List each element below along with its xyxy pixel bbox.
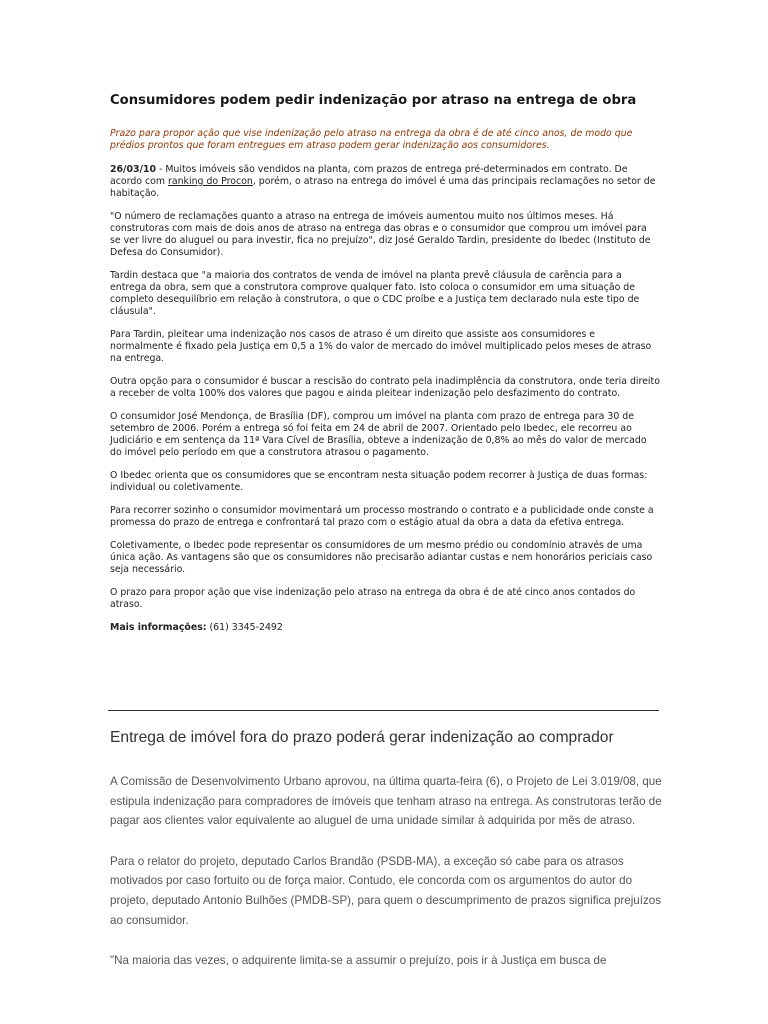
article-title-secondary: Entrega de imóvel fora do prazo poderá gerar indenização ao comprador xyxy=(110,729,614,746)
paragraph-7: O Ibedec orienta que os consumidores que se encontram nesta situação podem recorrer à Justiça de duas formas: individual ou coletivamente. xyxy=(110,470,648,493)
article-primary xyxy=(110,92,660,645)
paragraph-8: Para recorrer sozinho o consumidor movimentará um processo mostrando o contrato e a publicidade onde conste a promessa do prazo de entrega e confrontará tal prazo com o estágio atual da obra a data da efetiva entrega. xyxy=(110,505,654,528)
procon-ranking-link[interactable]: ranking do Procon xyxy=(168,176,253,187)
article-secondary xyxy=(110,728,665,992)
paragraph-6: O consumidor José Mendonça, de Brasília (DF), comprou um imóvel na planta com prazo de entrega para 30 de setembro de 2006. Porém a entrega só foi feita em 24 de abril de 2007. Orientado pelo Ibedec, ele recorreu ao Judiciário e em sentença da 11ª Vara Cível de Brasília, obteve a indenização de 0,8% ao mês do valor de mercado do imóvel pelo período em que a construtora atrasou o pagamento. xyxy=(110,411,647,458)
paragraph-secondary-2: Para o relator do projeto, deputado Carlos Brandão (PSDB-MA), a exceção só cabe para os atrasos motivados por caso fortuito ou de força maior. Contudo, ele concorda com os argumentos do autor do projeto, deputado Antonio Bulhões (PMDB-SP), para quem o descumprimento de prazos significa prejuízos ao consumidor. xyxy=(110,854,662,927)
paragraph-9: Coletivamente, o Ibedec pode representar os consumidores de um mesmo prédio ou condomínio através de uma única ação. As vantagens são que os consumidores não precisarão adiantar custas e nem honorários periciais caso seja necessário. xyxy=(110,540,653,575)
paragraph-4: Para Tardin, pleitear uma indenização nos casos de atraso é um direito que assiste aos consumidores e normalmente é fixado pela Justiça em 0,5 a 1% do valor de mercado do imóvel multiplicado pelos meses de atraso na entrega. xyxy=(110,329,652,364)
paragraph-secondary-3: "Na maioria das vezes, o adquirente limita-se a assumir o prejuízo, pois ir à Justiça em busca de xyxy=(110,954,607,968)
contact-phone: (61) 3345-2492 xyxy=(206,622,283,633)
article-date: 26/03/10 xyxy=(110,164,156,175)
article-lead: Prazo para propor ação que vise indenização pelo atraso na entrega da obra é de até cinco anos, de modo que prédios prontos que foram entregues em atraso podem gerar indenização aos consumidores. xyxy=(110,128,633,151)
paragraph-5: Outra opção para o consumidor é buscar a rescisão do contrato pela inadimplência da construtora, onde teria direito a receber de volta 100% dos valores que pagou e ainda pleitear indenização pelo desfazimento do contrato. xyxy=(110,376,660,399)
paragraph-2: "O número de reclamações quanto a atraso na entrega de imóveis aumentou muito nos últimos meses. Há construtoras com mais de dois anos de atraso na entrega das obras e o consumidor que comprou um imóvel para se ver livre do aluguel ou para investir, fica no prejuízo", diz José Geraldo Tardin, presidente do Ibedec (Instituto de Defesa do Consumidor). xyxy=(110,211,651,258)
paragraph-3: Tardin destaca que "a maioria dos contratos de venda de imóvel na planta prevê cláusula de carência para a entrega da obra, sem que a construtora comprove qualquer fato. Isto coloca o consumidor em uma situação de completo desequilíbrio em relação à construtora, o que o CDC proíbe e a Justiça tem declarado nula este tipo de cláusula". xyxy=(110,270,640,317)
paragraph-secondary-1: A Comissão de Desenvolvimento Urbano aprovou, na última quarta-feira (6), o Projeto de Lei 3.019/08, que estipula indenização para compradores de imóveis que tenham atraso na entrega. As construtoras terão de pagar aos clientes valor equivalente ao aluguel de uma unidade similar à adquirida por mês de atraso. xyxy=(110,775,662,828)
contact-info xyxy=(110,622,660,634)
paragraph-1: 26/03/10 - Muitos imóveis são vendidos na planta, com prazos de entrega pré-determinados em contrato. De acordo com ranking do Procon, porém, o atraso na entrega do imóvel é uma das principais reclamações no setor de habitação. xyxy=(110,164,656,199)
contact-label: Mais informações: xyxy=(110,622,207,633)
paragraph-10: O prazo para propor ação que vise indenização pelo atraso na entrega da obra é de até cinco anos contados do atraso. xyxy=(110,587,636,610)
section-divider xyxy=(108,710,659,711)
article-title: Consumidores podem pedir indenização por atraso na entrega de obra xyxy=(110,93,637,108)
